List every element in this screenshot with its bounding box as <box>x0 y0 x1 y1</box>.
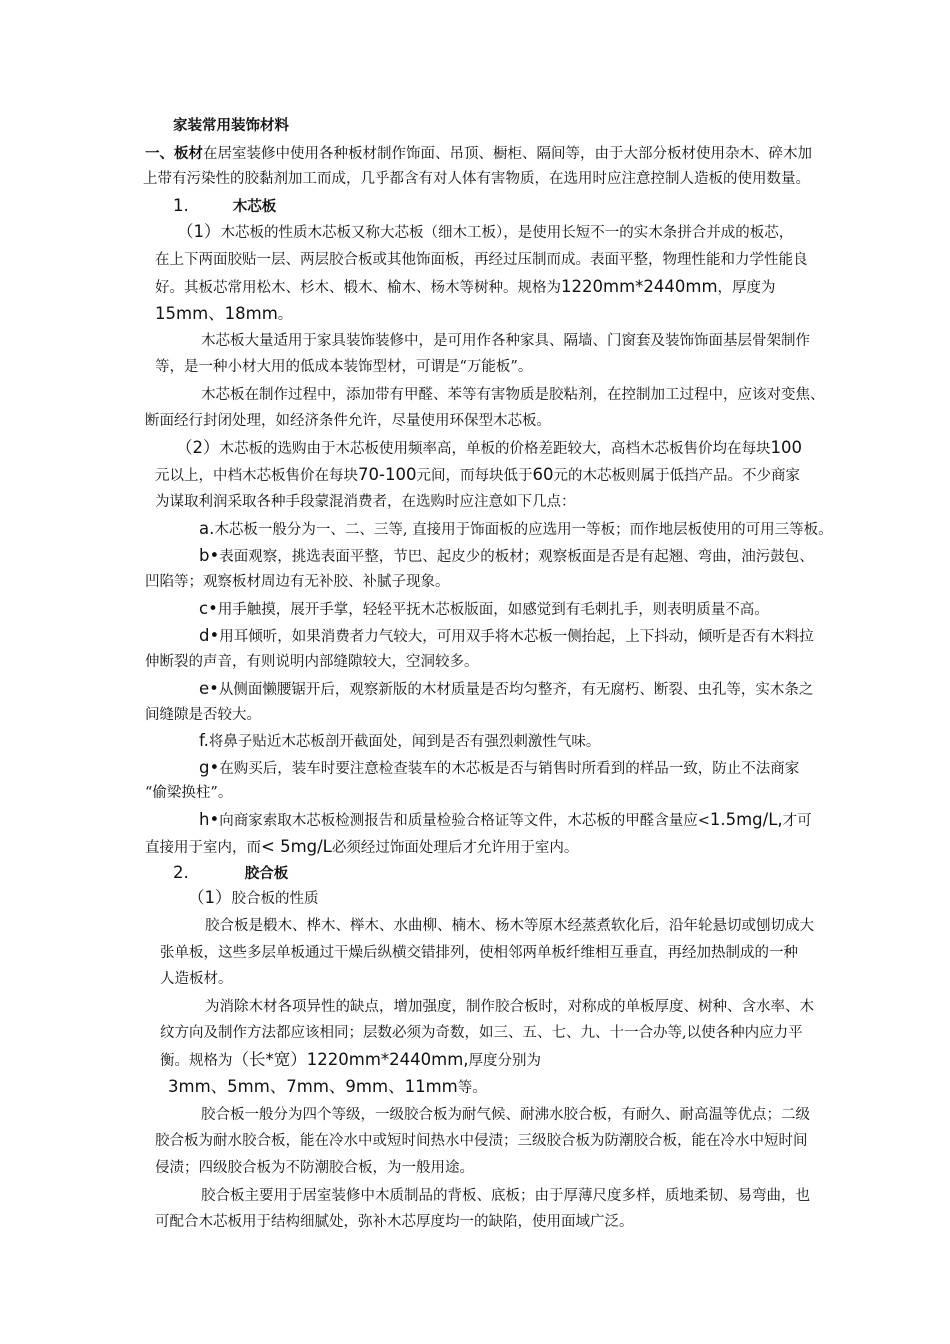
list-item-e-line2: 间缝隙是否较大。 <box>145 707 261 723</box>
section1-intro-line2: 上带有污染性的胶黏剂加工而成，几乎都含有对人体有害物质，在选用时应注意控制人造板的使用数量。 <box>143 171 810 187</box>
section1-heading: 一、板材 <box>145 145 203 162</box>
item1-p4-line2: 元以上，中档木芯板售价在每块70-100元间，而每块低于60元的木芯板则属于低挡产品。不少商家 <box>155 465 800 484</box>
item1-p3-line2: 断面经行封闭处理，如经济条件允许，尽量使用环保型木芯板。 <box>145 413 551 429</box>
item2-p4-line2: 可配合木芯板用于结构细腻处，弥补木芯厚度均一的缺陷，使用面域广泛。 <box>155 1214 634 1230</box>
list-item-g-line1: g•在购买后，装车时要注意检查装车的木芯板是否与销售时所看到的样品一致，防止不法商家 <box>199 758 800 777</box>
list-item-g-line2: “偷梁换柱”。 <box>145 785 233 801</box>
item1-p2-line2: 等，是一种小材大用的低成本装饰型材，可谓是“万能板”。 <box>155 359 533 375</box>
item1-p4-line1: （2）木芯板的选购由于木芯板使用频率高，单板的价格差距较大，高档木芯板售价均在每块100 <box>176 438 802 457</box>
list-item-d-line2: 伸断裂的声音，有则说明内部缝隙较大，空洞较多。 <box>145 654 479 670</box>
list-item-c: c•用手触摸，展开手掌，轻轻平抚木芯板版面，如感觉到有毛刺扎手，则表明质量不高。 <box>199 599 769 618</box>
section1-intro-line1: 一、板材在居室装修中使用各种板材制作饰面、吊顶、橱柜、隔间等，由于大部分板材使用杂木、碎木加 <box>145 145 812 162</box>
item1-p1-line1: （1）木芯板的性质木芯板又称大芯板（细木工板），是使用长短不一的实木条拼合并成的板芯， <box>177 222 794 241</box>
list-item-h-line1: h•向商家索取木芯板检测报告和质量检验合格证等文件，木芯板的甲醛含量应<1.5mg/L,才可 <box>199 810 812 829</box>
item2-p2-line3: 衡。规格为（长*宽）1220mm*2440mm,厚度分别为 <box>160 1050 542 1069</box>
item1-p1-line4: 15mm、18mm。 <box>155 304 293 323</box>
item2-p4-line1: 胶合板主要用于居室装修中木质制品的背板、底板；由于厚薄尺度多样，质地柔韧、易弯曲，也 <box>201 1188 810 1204</box>
list-item-e-line1: e•从侧面懒腰锯开后，观察新版的木材质量是否均匀整齐，有无腐朽、断裂、虫孔等，实木条之 <box>199 679 814 698</box>
list-item-h-line2: 直接用于室内，而< 5mg/L必须经过饰面处理后才允许用于室内。 <box>145 837 579 856</box>
item2-p2-line2: 纹方向及制作方法都应该相同；层数必须为奇数，如三、五、七、九、十一合办等,以使各种内应力平 <box>160 1025 803 1041</box>
item1-heading: 1. 木芯板 <box>173 196 277 215</box>
item2-p2-line4: 3mm、5mm、7mm、9mm、11mm等。 <box>168 1077 487 1096</box>
item2-p3-line1: 胶合板一般分为四个等级，一级胶合板为耐气候、耐沸水胶合板，有耐久、耐高温等优点；二级 <box>201 1107 810 1123</box>
item2-p3-line3: 侵渍；四级胶合板为不防潮胶合板，为一般用途。 <box>155 1160 474 1176</box>
item1-p2-line1: 木芯板大量适用于家具装饰装修中，是可用作各种家具、隔墙、门窗套及装饰饰面基层骨架制作 <box>201 333 810 349</box>
list-item-f: f.将鼻子贴近木芯板剖开截面处，闻到是否有强烈刺激性气味。 <box>199 731 601 750</box>
item2-heading: 2. 胶合板 <box>173 863 289 882</box>
list-item-d-line1: d•用耳倾听，如果消费者力气较大，可用双手将木芯板一侧抬起，上下抖动，倾听是否有木料拉 <box>199 626 814 645</box>
item2-p1-line1: 胶合板是椴木、桦木、榉木、水曲柳、楠木、杨木等原木经蒸煮软化后，沿年轮悬切或刨切成大 <box>205 918 814 934</box>
item2-p2-line1: 为消除木材各项异性的缺点，增加强度，制作胶合板时，对称成的单板厚度、树种、含水率、木 <box>205 999 814 1015</box>
list-item-b-line1: b•表面观察，挑选表面平整，节巴、起皮少的板材；观察板面是否是有起翘、弯曲，油污鼓包、 <box>199 546 814 565</box>
list-item-a: a.木芯板一般分为一、二、三等, 直接用于饰面板的应选用一等板；而作地层板使用的可用三等板。 <box>199 519 833 538</box>
item1-p1-line2: 在上下两面胶贴一层、两层胶合板或其他饰面板，再经过压制而成。表面平整，物理性能和力学性能良 <box>155 252 808 268</box>
item2-p1-line3: 人造板材。 <box>160 971 233 987</box>
item2-p3-line2: 胶合板为耐水胶合板，能在冷水中或短时间热水中侵渍；三级胶合板为防潮胶合板，能在冷水中短时间 <box>155 1133 808 1149</box>
item1-p1-line3: 好。其板芯常用松木、杉木、椴木、榆木、杨木等树种。规格为1220mm*2440mm，厚度为 <box>155 277 776 296</box>
item2-subheading: （1）胶合板的性质 <box>188 888 319 907</box>
document-title: 家装常用装饰材料 <box>173 117 289 134</box>
list-item-b-line2: 凹陷等；观察板材周边有无补胶、补腻子现象。 <box>145 574 450 590</box>
item1-p4-line3: 为谋取利润采取各种手段蒙混消费者，在选购时应注意如下几点： <box>155 494 576 510</box>
item1-p3-line1: 木芯板在制作过程中，添加带有甲醛、苯等有害物质是胶粘剂，在控制加工过程中，应该对变焦、 <box>201 387 825 403</box>
item2-p1-line2: 张单板，这些多层单板通过干燥后纵横交错排列，使相邻两单板纤维相互垂直，再经加热制成的一种 <box>160 945 798 961</box>
